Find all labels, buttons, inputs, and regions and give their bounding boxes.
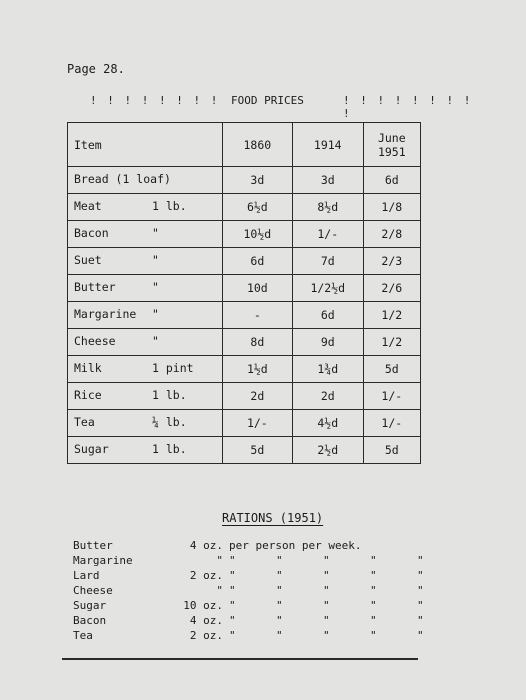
ditto-mark: " bbox=[323, 629, 330, 642]
price-june-1951: 6d bbox=[363, 167, 420, 194]
ration-per bbox=[229, 553, 509, 568]
item-cell bbox=[68, 356, 223, 383]
ration-row bbox=[73, 613, 509, 628]
ration-per bbox=[229, 538, 509, 553]
ration-per bbox=[229, 613, 509, 628]
ration-item: Margarine bbox=[73, 554, 133, 567]
ditto-mark: " bbox=[370, 554, 377, 567]
price-june-1951: 1/- bbox=[363, 410, 420, 437]
ditto-mark: " bbox=[276, 569, 283, 582]
ditto-mark: " bbox=[323, 599, 330, 612]
ditto-mark: " bbox=[229, 584, 236, 597]
item-quantity: 1 lb. bbox=[152, 199, 187, 213]
item-cell bbox=[68, 302, 223, 329]
item-quantity: 1 lb. bbox=[152, 388, 187, 402]
ration-row bbox=[73, 583, 509, 598]
price-june-1951: 1/- bbox=[363, 383, 420, 410]
price-1860: 5d bbox=[222, 437, 292, 464]
ditto-mark: " bbox=[276, 599, 283, 612]
item-name: Suet bbox=[74, 253, 102, 267]
page-number: Page 28. bbox=[67, 62, 125, 76]
ditto-mark: " bbox=[417, 614, 424, 627]
price-june-1951: 5d bbox=[363, 356, 420, 383]
ration-row bbox=[73, 628, 509, 643]
price-june-1951: 1/2 bbox=[363, 329, 420, 356]
price-1860: 8d bbox=[222, 329, 292, 356]
price-1914: 2½d bbox=[292, 437, 363, 464]
ration-item: Butter bbox=[73, 539, 113, 552]
ration-item: Bacon bbox=[73, 614, 107, 627]
ration-per bbox=[229, 583, 509, 598]
ration-quantity: 2 oz. bbox=[189, 569, 223, 582]
price-1860: - bbox=[222, 302, 292, 329]
ration-row bbox=[73, 598, 509, 613]
ration-item: Tea bbox=[73, 629, 93, 642]
table-row bbox=[68, 248, 421, 275]
price-1860: 2d bbox=[222, 383, 292, 410]
ration-per bbox=[229, 628, 509, 643]
price-june-1951: 2/8 bbox=[363, 221, 420, 248]
item-name: Rice bbox=[74, 388, 102, 402]
ditto-mark: " bbox=[229, 629, 236, 642]
item-name: Bacon bbox=[74, 226, 109, 240]
item-quantity: " bbox=[152, 280, 159, 294]
food-prices-table bbox=[67, 122, 421, 464]
item-name: Sugar bbox=[74, 442, 109, 456]
rations-body bbox=[73, 538, 509, 643]
table-body bbox=[68, 167, 421, 464]
price-1860: 3d bbox=[222, 167, 292, 194]
ration-per bbox=[229, 568, 509, 583]
ration-row bbox=[73, 538, 509, 553]
item-name: Tea bbox=[74, 415, 95, 429]
table-row bbox=[68, 437, 421, 464]
title-decoration-left: ! ! ! ! ! ! ! ! bbox=[90, 94, 220, 107]
price-june-1951: 2/3 bbox=[363, 248, 420, 275]
price-1860: 6½d bbox=[222, 194, 292, 221]
title-decoration-right: ! ! ! ! ! ! ! ! ! bbox=[343, 94, 473, 120]
item-cell bbox=[68, 437, 223, 464]
ration-item: Sugar bbox=[73, 599, 107, 612]
ration-quantity: 4 oz. bbox=[189, 614, 223, 627]
price-1914: 9d bbox=[292, 329, 363, 356]
ditto-mark: " bbox=[323, 554, 330, 567]
item-quantity: " bbox=[152, 307, 159, 321]
price-1914: 3d bbox=[292, 167, 363, 194]
ration-quantity: 10 oz. bbox=[183, 599, 223, 612]
table-row bbox=[68, 194, 421, 221]
ditto-mark: " bbox=[370, 599, 377, 612]
item-name: Bread (1 loaf) bbox=[74, 172, 171, 186]
item-name: Cheese bbox=[74, 334, 116, 348]
ration-item: Lard bbox=[73, 569, 100, 582]
item-cell bbox=[68, 167, 223, 194]
ditto-mark: " bbox=[370, 584, 377, 597]
ditto-mark: " bbox=[229, 554, 236, 567]
table-row bbox=[68, 410, 421, 437]
price-june-1951: 5d bbox=[363, 437, 420, 464]
item-quantity: " bbox=[152, 334, 159, 348]
ditto-mark: " bbox=[417, 554, 424, 567]
table-header-row bbox=[68, 123, 421, 167]
header-1914: 1914 bbox=[292, 123, 363, 167]
ration-row bbox=[73, 568, 509, 583]
price-1914: 1/2½d bbox=[292, 275, 363, 302]
price-june-1951: 1/8 bbox=[363, 194, 420, 221]
price-1860: 1/- bbox=[222, 410, 292, 437]
price-june-1951: 2/6 bbox=[363, 275, 420, 302]
table-row bbox=[68, 167, 421, 194]
ration-quantity: 2 oz. bbox=[189, 629, 223, 642]
ditto-mark: " bbox=[323, 569, 330, 582]
ration-per-text: per person per week. bbox=[229, 539, 362, 552]
item-name: Milk bbox=[74, 361, 102, 375]
item-cell bbox=[68, 221, 223, 248]
page-title: FOOD PRICES bbox=[231, 94, 304, 107]
item-cell bbox=[68, 194, 223, 221]
table-row bbox=[68, 329, 421, 356]
ditto-mark: " bbox=[229, 569, 236, 582]
item-cell bbox=[68, 410, 223, 437]
ration-quantity: " bbox=[216, 554, 223, 567]
header-item: Item bbox=[68, 123, 223, 167]
item-name: Meat bbox=[74, 199, 102, 213]
price-june-1951: 1/2 bbox=[363, 302, 420, 329]
ditto-mark: " bbox=[276, 554, 283, 567]
item-quantity: ¼ lb. bbox=[152, 415, 187, 429]
item-cell bbox=[68, 275, 223, 302]
price-1914: 2d bbox=[292, 383, 363, 410]
price-1914: 8½d bbox=[292, 194, 363, 221]
ration-row bbox=[73, 553, 509, 568]
rations-list bbox=[73, 538, 509, 643]
header-1860: 1860 bbox=[222, 123, 292, 167]
table-row bbox=[68, 275, 421, 302]
item-quantity: " bbox=[152, 226, 159, 240]
item-quantity: 1 pint bbox=[152, 361, 194, 375]
ditto-mark: " bbox=[370, 614, 377, 627]
item-name: Margarine bbox=[74, 307, 137, 321]
ditto-mark: " bbox=[323, 614, 330, 627]
ration-quantity: " bbox=[216, 584, 223, 597]
header-june-1951: June 1951 bbox=[363, 123, 420, 167]
ditto-mark: " bbox=[229, 599, 236, 612]
item-cell bbox=[68, 248, 223, 275]
price-1860: 6d bbox=[222, 248, 292, 275]
ditto-mark: " bbox=[370, 569, 377, 582]
ditto-mark: " bbox=[417, 584, 424, 597]
price-1860: 10d bbox=[222, 275, 292, 302]
ditto-mark: " bbox=[276, 629, 283, 642]
bottom-rule bbox=[62, 658, 418, 660]
item-quantity: " bbox=[152, 253, 159, 267]
ration-item: Cheese bbox=[73, 584, 113, 597]
item-quantity: 1 lb. bbox=[152, 442, 187, 456]
ration-per bbox=[229, 598, 509, 613]
price-1914: 6d bbox=[292, 302, 363, 329]
item-cell bbox=[68, 329, 223, 356]
ditto-mark: " bbox=[417, 599, 424, 612]
ditto-mark: " bbox=[323, 584, 330, 597]
price-1914: 4½d bbox=[292, 410, 363, 437]
item-name: Butter bbox=[74, 280, 116, 294]
ditto-mark: " bbox=[276, 584, 283, 597]
ditto-mark: " bbox=[229, 614, 236, 627]
item-cell bbox=[68, 383, 223, 410]
ditto-mark: " bbox=[276, 614, 283, 627]
table-row bbox=[68, 356, 421, 383]
ration-quantity: 4 oz. bbox=[189, 539, 223, 552]
ditto-mark: " bbox=[370, 629, 377, 642]
ditto-mark: " bbox=[417, 629, 424, 642]
price-1914: 7d bbox=[292, 248, 363, 275]
price-1860: 1½d bbox=[222, 356, 292, 383]
table-row bbox=[68, 383, 421, 410]
price-1860: 10½d bbox=[222, 221, 292, 248]
table-row bbox=[68, 302, 421, 329]
price-1914: 1/- bbox=[292, 221, 363, 248]
price-1914: 1¾d bbox=[292, 356, 363, 383]
table-row bbox=[68, 221, 421, 248]
ditto-mark: " bbox=[417, 569, 424, 582]
rations-title: RATIONS (1951) bbox=[222, 511, 324, 525]
